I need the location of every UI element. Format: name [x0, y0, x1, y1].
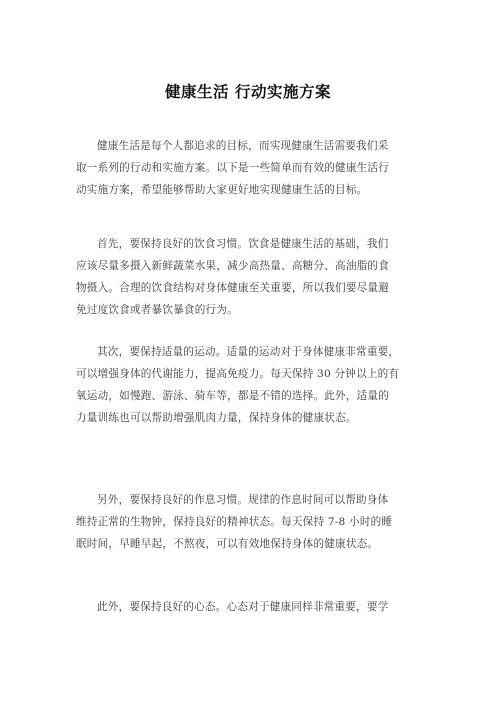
paragraph-line: 免过度饮食或者暴饮暴食的行为。 — [76, 304, 238, 316]
paragraph-line: 维持正常的生物钟，保持良好的精神状态。每天保持 7-8 小时的睡 — [76, 516, 393, 528]
paragraph-line: 眠时间，早睡早起，不熬夜，可以有效地保持身体的健康状态。 — [76, 538, 379, 550]
paragraph-exercise — [76, 341, 436, 429]
paragraph-line: 可以增强身体的代谢能力，提高免疫力。每天保持 30 分钟以上的有 — [76, 368, 400, 380]
paragraph-line: 应该尽量多摄入新鲜蔬菜水果，减少高热量、高糖分、高油脂的食 — [76, 260, 390, 272]
paragraph-line: 健康生活是每个人都追求的目标，而实现健康生活需要我们采 — [97, 140, 389, 152]
paragraph-line: 动实施方案，希望能够帮助大家更好地实现健康生活的目标。 — [76, 184, 368, 196]
paragraph-line: 另外，要保持良好的作息习惯。规律的作息时间可以帮助身体 — [97, 494, 389, 506]
paragraph-sleep — [76, 489, 436, 555]
paragraph-line: 力量训练也可以帮助增强肌肉力量，保持身体的健康状态。 — [76, 412, 357, 424]
paragraph-diet — [76, 233, 436, 321]
paragraph-line: 首先，要保持良好的饮食习惯。饮食是健康生活的基础，我们 — [97, 238, 389, 250]
paragraph-intro — [76, 135, 436, 201]
paragraph-line: 物摄入。合理的饮食结构对身体健康至关重要，所以我们要尽量避 — [76, 282, 390, 294]
paragraph-line: 取一系列的行动和实施方案。以下是一些简单而有效的健康生活行 — [76, 162, 390, 174]
paragraph-mindset — [76, 596, 436, 618]
paragraph-line: 此外，要保持良好的心态。心态对于健康同样非常重要，要学 — [97, 601, 389, 613]
paragraph-line: 其次，要保持适量的运动。适量的运动对于身体健康非常重要， — [97, 346, 400, 358]
page-title: 健康生活 行动实施方案 — [165, 83, 331, 101]
paragraph-line: 氧运动，如慢跑、游泳、骑车等，都是不错的选择。此外，适量的 — [76, 390, 390, 402]
